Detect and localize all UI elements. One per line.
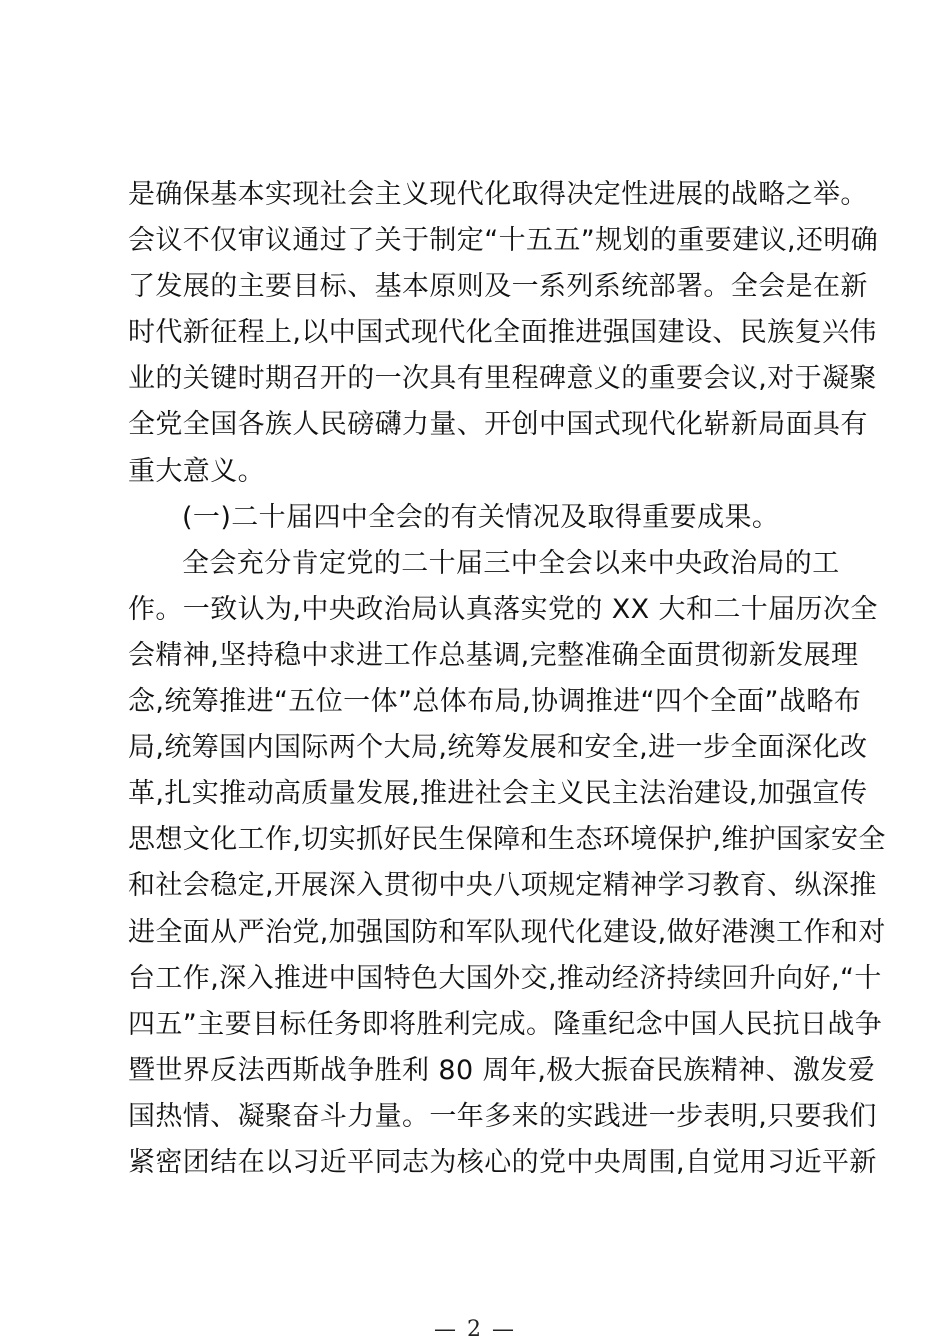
text-line: 国热情、凝聚奋斗力量。一年多来的实践进一步表明,只要我们 — [128, 1100, 877, 1132]
text-line: 思想文化工作,切实抓好民生保障和生态环境保护,维护国家安全 — [128, 824, 886, 856]
text-line: 作。一致认为,中央政治局认真落实党的 XX 大和二十届历次全 — [128, 593, 878, 625]
text-line: 四五”主要目标任务即将胜利完成。隆重纪念中国人民抗日战争 — [128, 1008, 883, 1040]
text-line: 暨世界反法西斯战争胜利 80 周年,极大振奋民族精神、激发爱 — [128, 1054, 876, 1086]
text-line: 全党全国各族人民磅礴力量、开创中国式现代化崭新局面具有 — [128, 409, 868, 441]
text-line: 重大意义。 — [128, 455, 265, 487]
text-line: 革,扎实推动高质量发展,推进社会主义民主法治建设,加强宣传 — [128, 778, 868, 810]
text-line: 会精神,坚持稳中求进工作总基调,完整准确全面贯彻新发展理 — [128, 639, 859, 671]
section-heading: (一)二十届四中全会的有关情况及取得重要成果。 — [182, 501, 780, 533]
text-line: 了发展的主要目标、基本原则及一系列系统部署。全会是在新 — [128, 271, 868, 303]
text-line: 会议不仅审议通过了关于制定“十五五”规划的重要建议,还明确 — [128, 225, 879, 257]
page-number: — 2 — — [434, 1317, 516, 1342]
text-line: 台工作,深入推进中国特色大国外交,推动经济持续回升向好,“十 — [128, 962, 882, 994]
text-line: 念,统筹推进“五位一体”总体布局,协调推进“四个全面”战略布 — [128, 686, 862, 718]
text-line: 紧密团结在以习近平同志为核心的党中央周围,自觉用习近平新 — [128, 1146, 877, 1178]
text-line: 和社会稳定,开展深入贯彻中央八项规定精神学习教育、纵深推 — [128, 870, 877, 902]
text-line: 时代新征程上,以中国式现代化全面推进强国建设、民族复兴伟 — [128, 317, 877, 349]
paragraph-first-line: 全会充分肯定党的二十届三中全会以来中央政治局的工 — [182, 547, 840, 579]
text-line: 是确保基本实现社会主义现代化取得决定性进展的战略之举。 — [128, 179, 868, 210]
text-line: 业的关键时期召开的一次具有里程碑意义的重要会议,对于凝聚 — [128, 363, 877, 395]
text-line: 进全面从严治党,加强国防和军队现代化建设,做好港澳工作和对 — [128, 916, 886, 948]
text-line: 局,统筹国内国际两个大局,统筹发展和安全,进一步全面深化改 — [128, 732, 868, 764]
body-text — [128, 172, 886, 1186]
